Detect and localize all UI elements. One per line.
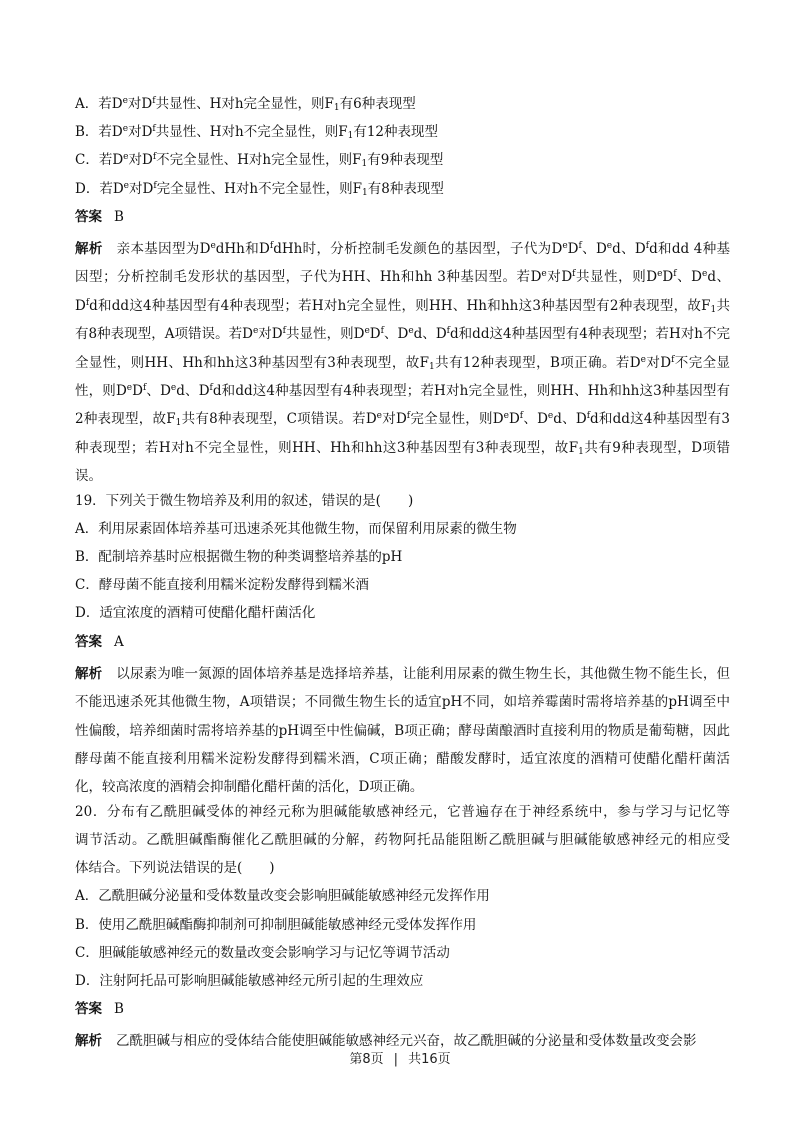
q19-explanation [75,660,730,802]
q18-option-c: C．若De对$D^f$不完全显性、H对h完全显性，则$F_1$有9种表现型 [75,152,444,170]
q18-option-a: A．若De对$D^f$共显性、H对h完全显性，则$F_1$有6种表现型 [75,96,416,113]
q19-option-d: D．适宜浓度的酒精可使醋化醋杆菌活化 [75,605,316,622]
explanation-label: 解析 [75,665,103,682]
q20-stem-line-3: 体结合。下列说法错误的是( ) [75,860,275,877]
q18-option-d: D．若De对$D^f$完全显性、H对h不完全显性，则$F_1$有8种表现型 [75,180,444,198]
q19-stem: 19．下列关于微生物培养及利用的叙述，错误的是( ) [75,492,414,509]
q20-option-d: D．注射阿托品可影响胆碱能敏感神经元所引起的生理效应 [75,972,424,989]
explanation-text: 亲本基因型为DedHh和$D^fdHh$时，分析控制毛发颜色的基因型，子代为$DeD^f$、Ded、$D^fd$和dd 4种基因型；分析控制毛发形状的基因型，子代为HH、Hh和hh 3种基因型。若De对$D^f$共显性，则$DeD^f$、Ded、$D^fd$和dd这4种基因型有4种表现型；若H对h完全显性，则HH、Hh和hh这3种基因型有2种表现型，故$F_1$共有8种表现型，A项错误。若De对$D^f$共显性，则$DeD^f$、Ded、$D^fd$和dd这4种基因型有4种表现型；若H对h不完全显性，则HH、Hh和hh这3种基因型有3种表现型，故$F_1$共有12种表现型，B项正确。若De对$D^f$不完全显性，则$DeD^f$、Ded、$D^fd$和dd这4种基因型有4种表现型；若H对h完全显性，则HH、Hh和hh这3种基因型有2种表现型，故$F_1$共有8种表现型，C项错误。若De对$D^f$完全显性，则$DeD^f$、Ded、$D^fd$和dd这4种基因型有3种表现型；若H对h不完全显性，则HH、Hh和hh这3种基因型有3种表现型，故$F_1$共有9种表现型，D项错误。 [75,240,731,485]
q20-stem-line-2: 调节活动。乙酰胆碱酯酶催化乙酰胆碱的分解，药物阿托品能阻断乙酰胆碱与胆碱能敏感神经元的相应受 [75,831,730,848]
page-total: 共16页 [408,1052,451,1067]
q20-option-c: C．胆碱能敏感神经元的数量改变会影响学习与记忆等调节活动 [75,944,450,961]
q18-answer [75,207,730,227]
q19-option-b: B．配制培养基时应根据微生物的种类调整培养基的pH [75,548,403,565]
answer-value: B [114,1001,124,1018]
answer-label: 答案 [75,1001,102,1018]
explanation-text: 以尿素为唯一氮源的固体培养基是选择培养基，让能利用尿素的微生物生长，其他微生物不能生长，但不能迅速杀死其他微生物，A项错误；不同微生物生长的适宜pH不同，如培养霉菌时需将培养基的pH调至中性偏酸，培养细菌时需将培养基的pH调至中性偏碱，B项正确；酵母菌酿酒时直接利用的物质是葡萄糖，因此酵母菌不能直接利用糯米淀粉发酵得到糯米酒，C项正确；醋酸发酵时，适宜浓度的酒精可使醋化醋杆菌活化，较高浓度的酒精会抑制醋化醋杆菌的活化，D项正确。 [75,665,731,796]
answer-value: A [114,633,124,650]
page-number: 第8页 [349,1052,384,1067]
q18-option-b: B．若De对$D^f$共显性、H对h不完全显性，则$F_1$有12种表现型 [75,124,439,142]
page-footer [0,1048,800,1067]
explanation-label: 解析 [75,1033,102,1050]
explanation-label: 解析 [75,240,103,257]
q18-explanation [75,235,730,491]
q20-option-b: B．使用乙酰胆碱酯酶抑制剂可抑制胆碱能敏感神经元受体发挥作用 [75,916,477,933]
q20-stem-line-1: 20．分布有乙酰胆碱受体的神经元称为胆碱能敏感神经元，它普遍存在于神经系统中，参与学习与记忆等 [75,803,730,820]
answer-value: B [114,208,124,225]
answer-label: 答案 [75,633,102,650]
q19-option-a: A．利用尿素固体培养基可迅速杀死其他微生物，而保留利用尿素的微生物 [75,520,517,537]
q20-option-a: A．乙酰胆碱分泌量和受体数量改变会影响胆碱能敏感神经元发挥作用 [75,888,490,905]
q19-option-c: C．酵母菌不能直接利用糯米淀粉发酵得到糯米酒 [75,577,369,594]
footer-separator: | [393,1052,399,1067]
answer-label: 答案 [75,208,102,225]
q20-answer [75,999,730,1019]
q19-answer [75,632,730,652]
explanation-text: 乙酰胆碱与相应的受体结合能使胆碱能敏感神经元兴奋，故乙酰胆碱的分泌量和受体数量改变会影 [116,1033,697,1050]
document-page [75,90,730,1056]
